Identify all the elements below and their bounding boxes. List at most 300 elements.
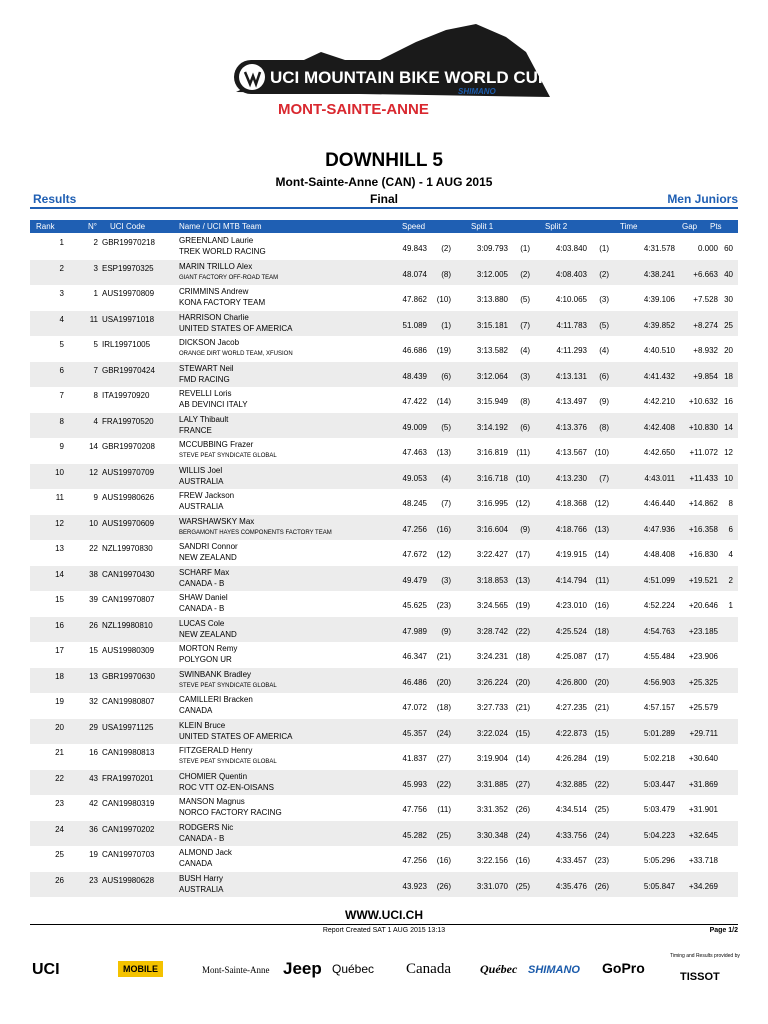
split1-rank-cell: (16): [515, 856, 530, 865]
time-cell: 5:03.479: [643, 805, 675, 814]
col-gap: Gap: [682, 222, 698, 231]
uci-code-cell: GBR19970208: [102, 442, 155, 451]
rider-name-cell: STEWART Neil: [179, 363, 234, 373]
table-row: [30, 234, 738, 260]
header-divider: [30, 207, 738, 209]
split2-rank-cell: (12): [594, 499, 609, 508]
points-cell: 10: [724, 473, 733, 483]
speed-cell: 49.053: [402, 473, 427, 483]
footer-divider: [30, 924, 738, 925]
speed-rank-cell: (10): [436, 295, 451, 304]
points-cell: 2: [728, 575, 733, 585]
speed-rank-cell: (6): [441, 371, 451, 381]
rank-cell: 9: [59, 442, 64, 451]
time-cell: 4:56.903: [643, 677, 675, 687]
time-cell: 4:47.936: [643, 524, 675, 534]
time-cell: 4:57.157: [643, 703, 675, 712]
uci-code-cell: AUS19970709: [102, 467, 155, 477]
gap-cell: +23.906: [688, 652, 718, 661]
split1-cell: 3:14.192: [476, 422, 508, 432]
split1-rank-cell: (1): [520, 244, 530, 253]
rider-name-cell: FITZGERALD Henry: [179, 746, 253, 755]
gap-cell: +19.521: [688, 575, 718, 585]
speed-rank-cell: (4): [441, 473, 451, 483]
bib-number-cell: 36: [89, 824, 98, 834]
uci-code-cell: CAN19970202: [102, 824, 155, 834]
uci-code-cell: CAN19970430: [102, 569, 155, 579]
logo-presented-text: PRESENTED BY: [411, 90, 458, 96]
split1-cell: 3:12.064: [476, 371, 508, 381]
col-speed: Speed: [402, 222, 426, 231]
time-cell: 5:05.296: [643, 856, 675, 865]
split2-rank-cell: (8): [599, 422, 609, 432]
team-cell: ROC VTT OZ-EN-OISANS: [179, 782, 274, 792]
uci-code-cell: ITA19970920: [102, 391, 150, 400]
speed-cell: 47.862: [402, 295, 427, 304]
split1-cell: 3:18.853: [476, 575, 508, 585]
gap-cell: +11.072: [689, 448, 718, 457]
gap-cell: +32.645: [688, 830, 718, 840]
sponsor-bar: [30, 953, 750, 993]
gap-cell: +8.274: [693, 320, 718, 330]
rider-name-cell: KLEIN Bruce: [179, 720, 226, 730]
split2-cell: 4:35.476: [555, 881, 587, 891]
gap-cell: +25.325: [688, 677, 718, 687]
rider-name-cell: LUCAS Cole: [179, 618, 225, 628]
speed-rank-cell: (25): [436, 830, 451, 840]
gap-cell: +34.269: [688, 881, 718, 891]
time-cell: 4:39.852: [643, 320, 675, 330]
bib-number-cell: 9: [93, 493, 98, 502]
rider-name-cell: ALMOND Jack: [179, 848, 232, 857]
split1-rank-cell: (14): [515, 754, 530, 763]
speed-cell: 47.989: [402, 626, 427, 636]
col-uci-code: UCI Code: [110, 222, 146, 231]
bib-number-cell: 7: [93, 365, 98, 375]
gap-cell: +31.901: [688, 805, 718, 814]
rider-name-cell: LALY Thibault: [179, 414, 229, 424]
gap-cell: +23.185: [688, 626, 718, 636]
split1-rank-cell: (2): [520, 269, 530, 279]
speed-rank-cell: (2): [441, 244, 451, 253]
logo-main-text: UCI MOUNTAIN BIKE WORLD CUP: [270, 68, 550, 87]
split2-cell: 4:03.840: [555, 244, 587, 253]
rank-cell: 17: [55, 646, 64, 655]
table-row: [30, 744, 738, 770]
split1-rank-cell: (7): [520, 320, 530, 330]
time-cell: 4:40.510: [643, 346, 675, 355]
split2-rank-cell: (2): [599, 269, 609, 279]
rider-name-cell: CRIMMINS Andrew: [179, 287, 249, 296]
table-row: [30, 285, 738, 311]
split2-rank-cell: (19): [594, 754, 609, 763]
split2-rank-cell: (20): [594, 677, 609, 687]
uci-code-cell: AUS19970609: [102, 518, 155, 528]
speed-cell: 45.625: [402, 601, 427, 610]
split2-rank-cell: (4): [599, 346, 609, 355]
table-row: [30, 387, 738, 413]
speed-cell: 47.756: [402, 805, 427, 814]
sponsor-mobile-logo: MOBILE: [118, 961, 163, 977]
split1-rank-cell: (25): [515, 881, 530, 891]
gap-cell: +33.718: [688, 856, 718, 865]
uci-code-cell: CAN19980807: [102, 697, 155, 706]
speed-rank-cell: (11): [437, 805, 451, 814]
speed-cell: 49.009: [402, 422, 427, 432]
bib-number-cell: 11: [89, 314, 98, 324]
points-cell: 4: [728, 550, 733, 559]
split2-cell: 4:18.368: [555, 499, 587, 508]
rider-name-cell: MANSON Magnus: [179, 797, 245, 806]
sponsor-jeep-logo: Jeep: [283, 959, 322, 978]
split2-cell: 4:26.800: [555, 677, 587, 687]
speed-cell: 48.245: [402, 499, 427, 508]
split1-cell: 3:13.880: [476, 295, 508, 304]
table-row: [30, 489, 738, 515]
sponsor-tissot-logo: TISSOT: [680, 971, 720, 983]
event-subtitle: Mont-Sainte-Anne (CAN) - 1 AUG 2015: [275, 175, 493, 189]
table-row: [30, 617, 738, 643]
speed-rank-cell: (27): [436, 754, 451, 763]
rider-name-cell: CAMILLERI Bracken: [179, 695, 253, 704]
split1-rank-cell: (26): [515, 805, 530, 814]
split1-rank-cell: (27): [515, 779, 530, 789]
table-row: [30, 413, 738, 439]
rank-cell: 20: [55, 722, 64, 732]
col-time: Time: [620, 222, 638, 231]
speed-cell: 47.256: [402, 524, 427, 534]
speed-cell: 47.256: [402, 856, 427, 865]
split1-cell: 3:28.742: [476, 626, 508, 636]
split2-cell: 4:13.230: [555, 473, 587, 483]
speed-rank-cell: (1): [441, 320, 451, 330]
team-cell: UNITED STATES OF AMERICA: [179, 731, 293, 741]
split2-cell: 4:26.284: [555, 754, 587, 763]
split1-rank-cell: (18): [515, 652, 530, 661]
gap-cell: +16.358: [688, 524, 718, 534]
split2-rank-cell: (5): [599, 320, 609, 330]
speed-rank-cell: (23): [436, 601, 451, 610]
split1-rank-cell: (19): [515, 601, 530, 610]
speed-rank-cell: (18): [436, 703, 451, 712]
team-cell: CANADA - B: [179, 604, 225, 613]
time-cell: 4:51.099: [643, 575, 675, 585]
split2-rank-cell: (15): [594, 728, 609, 738]
rider-name-cell: SWINBANK Bradley: [179, 669, 252, 679]
time-cell: 4:42.408: [643, 422, 675, 432]
table-row: [30, 770, 738, 796]
uci-world-cup-logo: [226, 22, 550, 122]
rank-cell: 12: [55, 518, 64, 528]
gap-cell: +10.632: [688, 397, 718, 406]
speed-rank-cell: (22): [436, 779, 451, 789]
rider-name-cell: SHAW Daniel: [179, 593, 228, 602]
col-points: Pts: [710, 222, 722, 231]
round-label: Final: [369, 192, 398, 206]
time-cell: 4:39.106: [643, 295, 675, 304]
bib-number-cell: 4: [93, 416, 98, 426]
split2-rank-cell: (22): [594, 779, 609, 789]
split1-rank-cell: (17): [515, 550, 530, 559]
rank-cell: 4: [59, 314, 64, 324]
bib-number-cell: 2: [93, 238, 98, 247]
points-cell: 14: [724, 422, 733, 432]
speed-rank-cell: (24): [436, 728, 451, 738]
gap-cell: +30.640: [688, 754, 718, 763]
bib-number-cell: 1: [93, 289, 98, 298]
time-cell: 5:05.847: [643, 881, 675, 891]
team-cell: STEVE PEAT SYNDICATE GLOBAL: [179, 759, 277, 765]
event-title: DOWNHILL 5: [325, 150, 443, 171]
team-cell: CANADA: [179, 859, 213, 868]
split1-cell: 3:22.427: [476, 550, 508, 559]
points-cell: 20: [724, 346, 733, 355]
rank-cell: 25: [55, 850, 64, 859]
gap-cell: +29.711: [689, 728, 718, 738]
table-row: [30, 846, 738, 872]
bib-number-cell: 43: [89, 773, 98, 783]
gap-cell: +9.854: [693, 371, 718, 381]
speed-cell: 46.486: [402, 677, 427, 687]
report-created: Report Created SAT 1 AUG 2015 13:13: [322, 927, 446, 934]
split1-rank-cell: (6): [520, 422, 530, 432]
rider-name-cell: MCCUBBING Frazer: [179, 440, 254, 449]
rank-cell: 13: [55, 544, 64, 553]
rank-cell: 3: [59, 289, 64, 298]
split1-cell: 3:15.181: [476, 320, 508, 330]
rank-cell: 22: [55, 773, 64, 783]
speed-cell: 47.422: [402, 397, 427, 406]
col-split1: Split 1: [471, 222, 494, 231]
speed-cell: 47.072: [402, 703, 427, 712]
uci-code-cell: FRA19970201: [102, 773, 154, 783]
table-row: [30, 464, 738, 490]
split2-cell: 4:33.756: [555, 830, 587, 840]
time-cell: 5:01.289: [643, 728, 675, 738]
uci-code-cell: AUS19980309: [102, 646, 155, 655]
split2-rank-cell: (9): [599, 397, 609, 406]
rank-cell: 10: [55, 467, 64, 477]
logo-sponsor-text: SHIMANO: [458, 87, 496, 96]
uci-code-cell: GBR19970630: [102, 671, 155, 681]
uci-code-cell: USA19971018: [102, 314, 155, 324]
split1-cell: 3:16.604: [476, 524, 508, 534]
split1-cell: 3:30.348: [476, 830, 508, 840]
gap-cell: +31.869: [688, 779, 718, 789]
split2-rank-cell: (26): [594, 881, 609, 891]
sponsor-uci-logo: UCI: [32, 961, 60, 978]
points-cell: 6: [728, 524, 733, 534]
rank-cell: 26: [55, 875, 64, 885]
time-cell: 4:52.224: [643, 601, 675, 610]
uci-code-cell: GBR19970424: [102, 365, 155, 375]
split2-rank-cell: (1): [599, 244, 609, 253]
bib-number-cell: 3: [93, 263, 98, 273]
split2-rank-cell: (3): [599, 295, 609, 304]
speed-cell: 47.463: [402, 448, 427, 457]
speed-rank-cell: (7): [441, 499, 451, 508]
time-cell: 4:55.484: [643, 652, 675, 661]
split1-rank-cell: (21): [515, 703, 530, 712]
time-cell: 5:02.218: [643, 754, 675, 763]
rank-cell: 14: [55, 569, 64, 579]
split2-cell: 4:08.403: [555, 269, 587, 279]
split2-rank-cell: (23): [594, 856, 609, 865]
split2-cell: 4:13.567: [555, 448, 587, 457]
speed-rank-cell: (16): [436, 524, 451, 534]
page-number: Page 1/2: [709, 927, 738, 934]
team-cell: AUSTRALIA: [179, 884, 224, 894]
speed-rank-cell: (8): [441, 269, 451, 279]
team-cell: KONA FACTORY TEAM: [179, 298, 266, 307]
table-row: [30, 311, 738, 337]
split1-rank-cell: (9): [520, 524, 530, 534]
time-cell: 4:54.763: [643, 626, 675, 636]
rider-name-cell: REVELLI Loris: [179, 389, 232, 398]
rank-cell: 16: [55, 620, 64, 630]
rider-name-cell: HARRISON Charlie: [179, 312, 249, 322]
speed-rank-cell: (5): [441, 422, 451, 432]
split1-rank-cell: (20): [515, 677, 530, 687]
gap-cell: +25.579: [688, 703, 718, 712]
rider-name-cell: MARIN TRILLO Alex: [179, 261, 253, 271]
split2-cell: 4:33.457: [555, 856, 587, 865]
uci-code-cell: FRA19970520: [102, 416, 154, 426]
split2-rank-cell: (11): [595, 575, 609, 585]
split1-cell: 3:24.565: [476, 601, 508, 610]
uci-code-cell: CAN19980813: [102, 748, 155, 757]
table-row: [30, 795, 738, 821]
split2-cell: 4:25.524: [555, 626, 587, 636]
split2-rank-cell: (17): [594, 652, 609, 661]
split2-rank-cell: (6): [599, 371, 609, 381]
gap-cell: +10.830: [688, 422, 718, 432]
split2-cell: 4:11.293: [556, 346, 587, 355]
gap-cell: +7.528: [693, 295, 718, 304]
split2-cell: 4:18.766: [555, 524, 587, 534]
split1-cell: 3:24.231: [476, 652, 508, 661]
rank-cell: 19: [55, 697, 64, 706]
speed-cell: 48.074: [402, 269, 427, 279]
split2-cell: 4:34.514: [555, 805, 587, 814]
table-row: [30, 693, 738, 719]
uci-code-cell: AUS19980628: [102, 875, 155, 885]
split2-cell: 4:13.131: [555, 371, 587, 381]
rider-name-cell: FREW Jackson: [179, 491, 235, 500]
split1-cell: 3:12.005: [476, 269, 508, 279]
split1-cell: 3:22.156: [476, 856, 508, 865]
split2-rank-cell: (16): [594, 601, 609, 610]
split2-rank-cell: (13): [594, 524, 609, 534]
logo-venue-text: MONT-SAINTE-ANNE: [278, 101, 429, 118]
speed-rank-cell: (3): [441, 575, 451, 585]
split2-cell: 4:32.885: [555, 779, 587, 789]
table-row: [30, 642, 738, 668]
points-cell: 16: [724, 397, 733, 406]
table-row: [30, 515, 738, 541]
split1-rank-cell: (8): [520, 397, 530, 406]
bib-number-cell: 8: [93, 391, 98, 400]
speed-cell: 47.672: [402, 550, 427, 559]
team-cell: AB DEVINCI ITALY: [179, 400, 248, 409]
gap-cell: 0.000: [697, 244, 718, 253]
team-cell: AUSTRALIA: [179, 502, 224, 511]
table-row: [30, 719, 738, 745]
gap-cell: +16.830: [688, 550, 718, 559]
speed-cell: 51.089: [402, 320, 427, 330]
time-cell: 4:42.650: [643, 448, 675, 457]
gap-cell: +20.646: [688, 601, 718, 610]
bib-number-cell: 5: [93, 340, 98, 349]
category-label: Men Juniors: [667, 192, 738, 206]
sponsor-quebec-city-logo: Québec: [480, 962, 518, 976]
team-cell: FMD RACING: [179, 374, 230, 384]
bib-number-cell: 38: [89, 569, 98, 579]
table-row: [30, 591, 738, 617]
speed-cell: 45.357: [402, 728, 427, 738]
split1-rank-cell: (22): [515, 626, 530, 636]
speed-rank-cell: (19): [436, 346, 451, 355]
split1-rank-cell: (5): [520, 295, 530, 304]
split2-rank-cell: (18): [594, 626, 609, 636]
speed-rank-cell: (13): [436, 448, 451, 457]
sponsor-quebec-logo: Québec: [332, 962, 375, 976]
team-cell: STEVE PEAT SYNDICATE GLOBAL: [179, 682, 277, 689]
time-cell: 4:43.011: [644, 473, 675, 483]
split1-cell: 3:31.885: [476, 779, 508, 789]
points-cell: 8: [728, 499, 733, 508]
rank-cell: 7: [59, 391, 64, 400]
bib-number-cell: 15: [89, 646, 98, 655]
uci-code-cell: NZL19980810: [102, 620, 153, 630]
rider-name-cell: BUSH Harry: [179, 873, 224, 883]
bib-number-cell: 23: [89, 875, 98, 885]
bib-number-cell: 13: [89, 671, 98, 681]
uci-code-cell: GBR19970218: [102, 238, 155, 247]
bib-number-cell: 22: [89, 544, 98, 553]
time-cell: 4:48.408: [643, 550, 675, 559]
split1-rank-cell: (12): [515, 499, 530, 508]
team-cell: NEW ZEALAND: [179, 553, 237, 562]
team-cell: UNITED STATES OF AMERICA: [179, 323, 293, 333]
split1-cell: 3:16.718: [476, 473, 508, 483]
split1-rank-cell: (11): [516, 448, 530, 457]
rank-cell: 18: [55, 671, 64, 681]
time-cell: 4:31.578: [643, 244, 675, 253]
uci-code-cell: AUS19980626: [102, 493, 155, 502]
speed-rank-cell: (9): [441, 626, 451, 636]
rider-name-cell: CHOMIER Quentin: [179, 771, 248, 781]
table-row: [30, 540, 738, 566]
rider-name-cell: GREENLAND Laurie: [179, 236, 254, 245]
website-link[interactable]: WWW.UCI.CH: [345, 908, 423, 922]
split2-rank-cell: (25): [594, 805, 609, 814]
sponsor-msa-logo: Mont-Sainte-Anne: [202, 965, 270, 975]
sponsor-canada-logo: Canada: [406, 961, 451, 977]
sponsor-gopro-logo: GoPro: [602, 960, 645, 976]
uci-code-cell: NZL19970830: [102, 544, 153, 553]
rider-name-cell: SANDRI Connor: [179, 542, 238, 551]
col-split2: Split 2: [545, 222, 568, 231]
results-label: Results: [33, 192, 77, 206]
rider-name-cell: SCHARF Max: [179, 567, 230, 577]
time-cell: 4:41.432: [643, 371, 675, 381]
table-row: [30, 362, 738, 388]
split1-cell: 3:19.904: [476, 754, 508, 763]
rider-name-cell: WARSHAWSKY Max: [179, 516, 255, 526]
rank-cell: 21: [55, 748, 64, 757]
time-cell: 4:42.210: [643, 397, 675, 406]
